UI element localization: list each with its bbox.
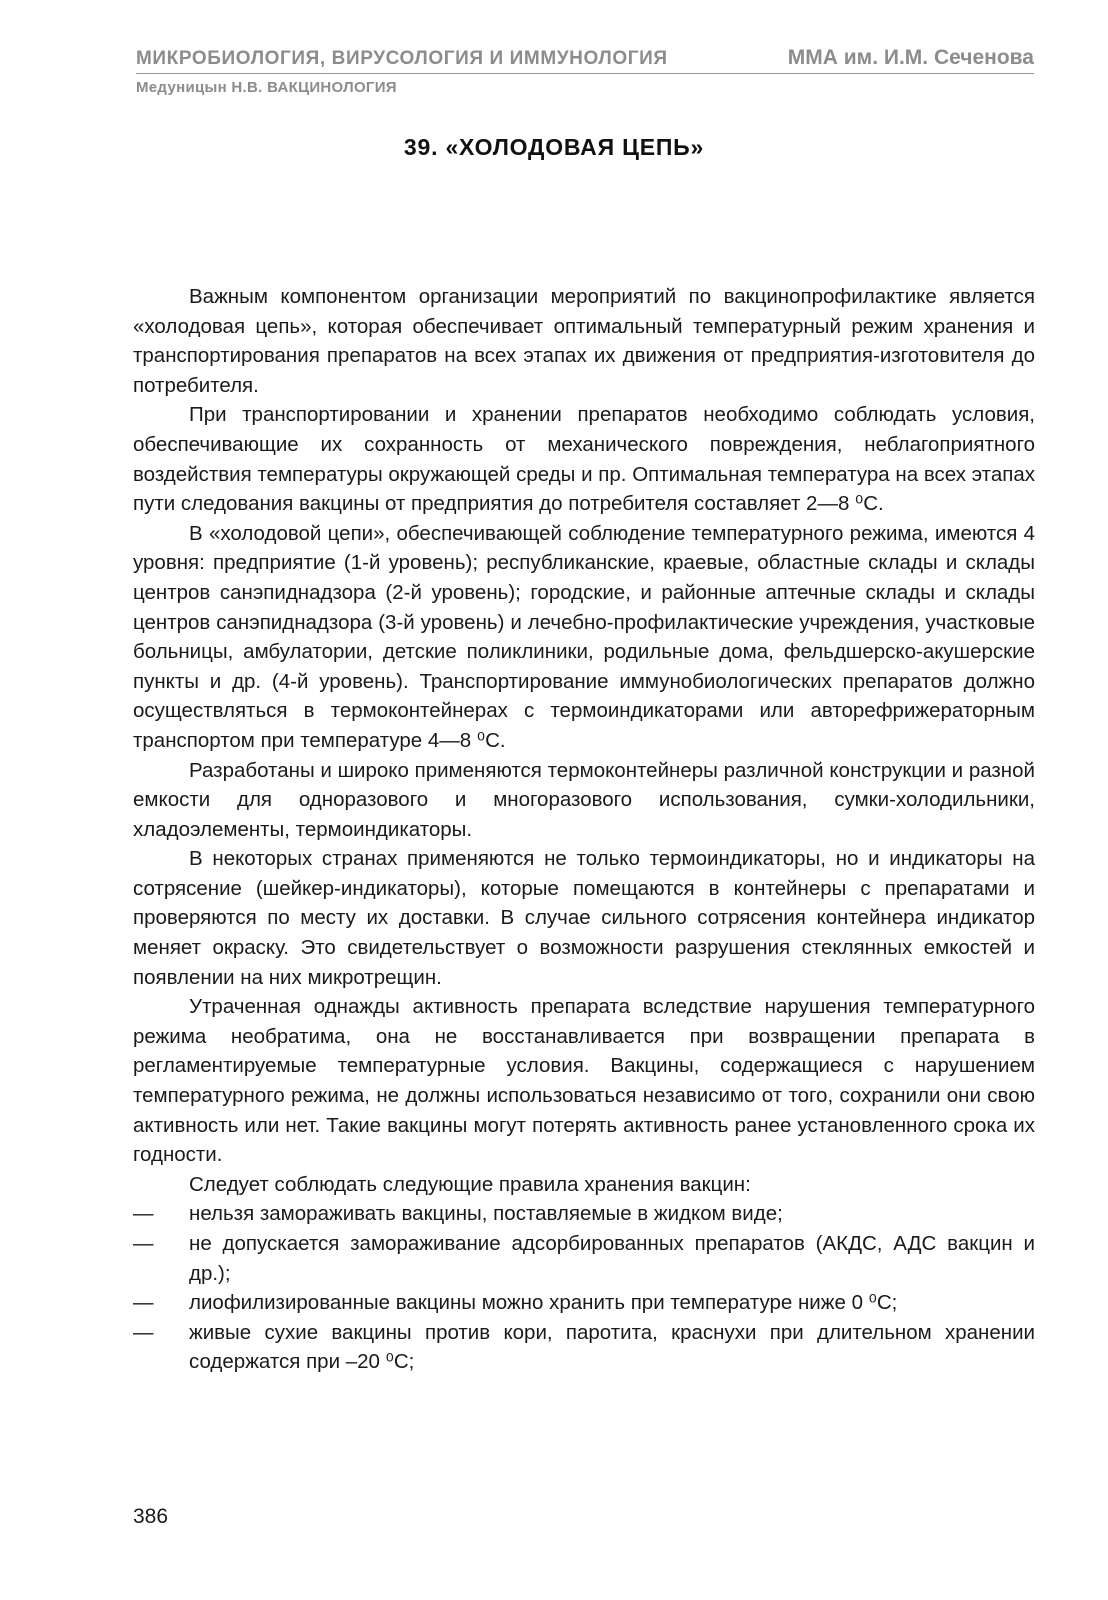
running-header-line (136, 46, 1034, 74)
page-number: 386 (133, 1505, 169, 1528)
storage-rules-list (133, 1199, 1035, 1377)
paragraph: Утраченная однажды активность препарата вследствие нарушения температурного режима необратима, она не восстанавливается при возвращении препарата в регламентируемые температурные условия. Вакцины, содержащиеся с нарушением температурного режима, не должны использоваться независимо от того, сохранили они свою активность или нет. Такие вакцины могут потерять активность ранее установленного срока их годности. (133, 995, 1035, 1167)
paragraph: Следует соблюдать следующие правила хранения вакцин: (189, 1172, 751, 1196)
list-item (133, 1229, 1035, 1288)
list-dash: — (133, 1232, 154, 1255)
paragraph: В «холодовой цепи», обеспечивающей соблюдение температурного режима, имеются 4 уровня: предприятие (1-й уровень); республиканские, краевые, областные склады и склады центров санэпиднадзора (2-й уровень); городские, и районные аптечные склады и склады центров санэпиднадзора (3-й уровень) и лечебно-профилактические учреждения, участковые больницы, амбулатории, детские поликлиники, родильные дома, фельдшерско-акушерские пункты и др. (4-й уровень). Транспортирование иммунобиологических препаратов должно осуществляться в термоконтейнерах с термоиндикаторами или авторефрижераторным транспортом при температуре 4—8 ⁰С. (133, 521, 1035, 752)
institution-name: ММА им. И.М. Сеченова (787, 46, 1034, 69)
body-text (133, 282, 1035, 1377)
list-dash: — (133, 1320, 154, 1344)
paragraph: Разработаны и широко применяются термоконтейнеры различной конструкции и разной емкости для одноразового и многоразового использования, сумки-холодильники, хладоэлементы, термоиндикаторы. (133, 758, 1035, 841)
paragraph: Важным компонентом организации мероприятий по вакцинопрофилактике является «холодовая цепь», которая обеспечивает оптимальный температурный режим хранения и транспортирования препаратов на всех этапах их движения от предприятия-изготовителя до потребителя. (133, 285, 1035, 397)
chapter-title: 39. «ХОЛОДОВАЯ ЦЕПЬ» (403, 134, 705, 160)
list-item-text: живые сухие вакцины против кори, паротита, краснухи при длительном хранении содержатся при –20 ⁰С; (189, 1320, 1035, 1374)
paragraph: При транспортировании и хранении препаратов необходимо соблюдать условия, обеспечивающие их сохранность от механического повреждения, неблагоприятного воздействия температуры окружающей среды и пр. Оптимальная температура на всех этапах пути следования вакцины от предприятия до потребителя составляет 2—8 ⁰С. (133, 403, 1035, 516)
paragraph: В некоторых странах применяются не только термоиндикаторы, но и индикаторы на сотрясение (шейкер-индикаторы), которые помещаются в контейнеры с препаратами и проверяются по месту их доставки. В случае сильного сотрясения контейнера индикатор меняет окраску. Это свидетельствует о возможности разрушения стеклянных емкостей и появлении на них микротрещин. (133, 847, 1035, 989)
list-item (133, 1288, 1035, 1318)
book-author-title: Медуницын Н.В. ВАКЦИНОЛОГИЯ (136, 79, 397, 96)
subject-title: МИКРОБИОЛОГИЯ, ВИРУСОЛОГИЯ И ИММУНОЛОГИЯ (136, 48, 668, 69)
list-item (133, 1199, 1035, 1229)
list-dash: — (133, 1202, 154, 1226)
list-item-text: не допускается замораживание адсорбированных препаратов (АКДС, АДС вакцин и др.); (189, 1232, 1035, 1285)
list-item-text: лиофилизированные вакцины можно хранить при температуре ниже 0 ⁰С; (189, 1291, 898, 1315)
running-header (136, 46, 1034, 96)
list-item-text: нельзя замораживать вакцины, поставляемые в жидком виде; (189, 1202, 783, 1226)
list-item (133, 1318, 1035, 1377)
list-dash: — (133, 1291, 154, 1315)
